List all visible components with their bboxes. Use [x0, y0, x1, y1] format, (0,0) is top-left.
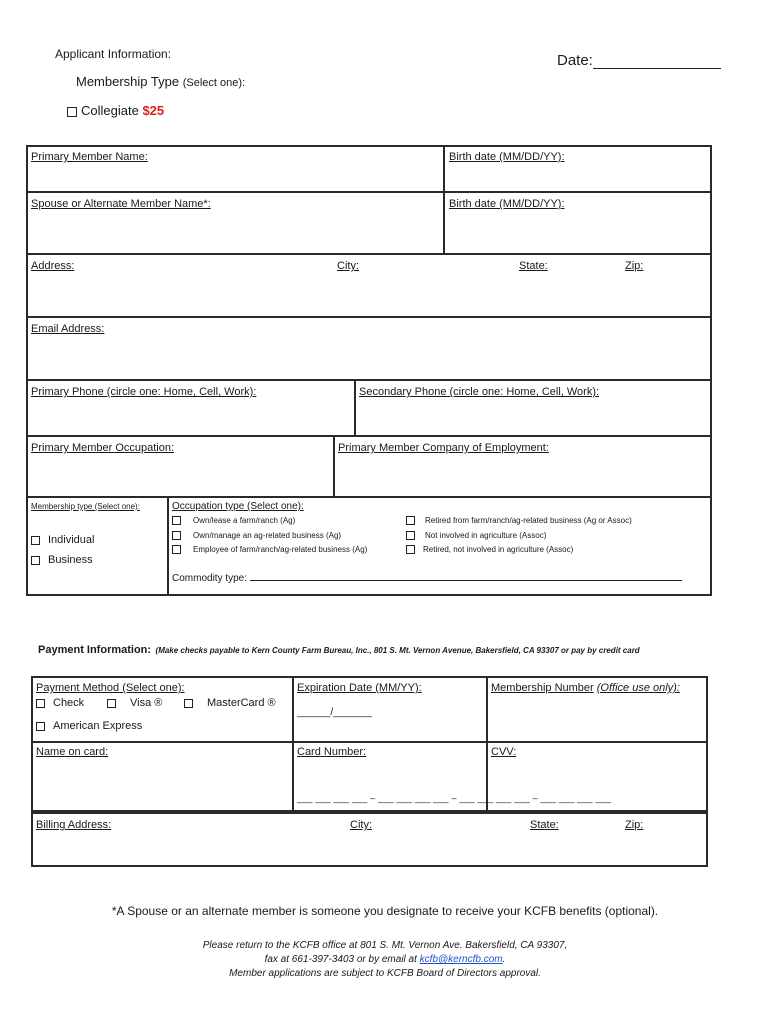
- membership-number-label: Membership Number: [491, 682, 594, 694]
- business-label: Business: [48, 554, 93, 566]
- membership-type-label: Membership Type: [76, 74, 180, 89]
- occ-checkbox-3[interactable]: [172, 545, 181, 554]
- membership-type-box-label: Membership type (Select one):: [31, 502, 140, 511]
- occ-option-5[interactable]: [406, 531, 546, 540]
- return-line-2: [0, 954, 770, 965]
- individual-option[interactable]: [31, 534, 94, 546]
- address-field[interactable]: Address:: [31, 260, 75, 272]
- commodity-type-field[interactable]: [172, 573, 682, 584]
- payment-method-label: Payment Method (Select one):: [36, 682, 185, 694]
- membership-type-heading: [76, 74, 245, 89]
- primary-phone-field[interactable]: Primary Phone (circle one: Home, Cell, Work):: [31, 386, 257, 398]
- business-option[interactable]: [31, 554, 93, 566]
- payment-mastercard-option[interactable]: [184, 697, 276, 709]
- check-label: Check: [53, 697, 85, 709]
- membership-type-hint: (Select one):: [182, 77, 246, 89]
- company-field[interactable]: Primary Member Company of Employment:: [338, 442, 549, 454]
- email-link[interactable]: kcfb@kerncfb.com: [419, 954, 503, 965]
- collegiate-label: Collegiate: [81, 103, 139, 118]
- member-form-box: [26, 145, 712, 596]
- payment-check-option[interactable]: [36, 697, 84, 709]
- commodity-type-label: Commodity type:: [172, 573, 248, 584]
- business-checkbox[interactable]: [31, 556, 40, 565]
- visa-checkbox[interactable]: [107, 699, 116, 708]
- payment-heading: [38, 640, 640, 658]
- expiration-blank[interactable]: ______/_______: [297, 707, 373, 718]
- cvv-field[interactable]: CVV:: [491, 746, 517, 758]
- occ-option-6[interactable]: [406, 545, 573, 554]
- occ-label-1: Own/lease a farm/ranch (Ag): [193, 516, 296, 525]
- return-line-2-end: .: [502, 954, 506, 965]
- card-number-field[interactable]: Card Number:: [297, 746, 367, 758]
- spouse-note: *A Spouse or an alternate member is someone you designate to receive your KCFB benefits (optional).: [111, 904, 659, 918]
- date-label: Date:: [557, 52, 593, 69]
- expiration-field[interactable]: Expiration Date (MM/YY):: [297, 682, 422, 694]
- zip-field[interactable]: Zip:: [625, 260, 644, 272]
- applicant-info-label: Applicant Information:: [55, 47, 172, 61]
- occ-option-4[interactable]: [406, 516, 632, 525]
- payment-visa-option[interactable]: [107, 697, 162, 709]
- billing-city-field[interactable]: City:: [350, 819, 372, 831]
- billing-address-field[interactable]: Billing Address:: [36, 819, 112, 831]
- birth-date-field-1[interactable]: Birth date (MM/DD/YY):: [449, 151, 565, 163]
- name-on-card-field[interactable]: Name on card:: [36, 746, 109, 758]
- individual-label: Individual: [48, 534, 95, 546]
- primary-member-name-field[interactable]: Primary Member Name:: [31, 151, 148, 163]
- billing-zip-field[interactable]: Zip:: [625, 819, 644, 831]
- state-field[interactable]: State:: [519, 260, 548, 272]
- occ-checkbox-2[interactable]: [172, 531, 181, 540]
- occ-label-3: Employee of farm/ranch/ag-related business (Ag): [193, 545, 368, 554]
- amex-label: American Express: [53, 720, 143, 732]
- individual-checkbox[interactable]: [31, 536, 40, 545]
- mastercard-label: MasterCard ®: [207, 697, 276, 709]
- payment-amex-option[interactable]: [36, 720, 142, 732]
- visa-label: Visa ®: [130, 697, 163, 709]
- collegiate-checkbox[interactable]: [67, 107, 77, 117]
- occupation-type-label: Occupation type (Select one):: [172, 501, 304, 512]
- amex-checkbox[interactable]: [36, 722, 45, 731]
- payment-heading-label: Payment Information:: [38, 644, 152, 656]
- occ-option-3[interactable]: [172, 545, 367, 554]
- occ-checkbox-5[interactable]: [406, 531, 415, 540]
- mastercard-checkbox[interactable]: [184, 699, 193, 708]
- occ-checkbox-4[interactable]: [406, 516, 415, 525]
- return-line-2-text: fax at 661-397-3403 or by email at: [264, 954, 417, 965]
- card-number-blank[interactable]: ___ ___ ___ ___ – ___ ___ ___ ___ – ___ ___ ___ ___ – ___ ___ ___ ___: [297, 793, 612, 803]
- secondary-phone-field[interactable]: Secondary Phone (circle one: Home, Cell, Work):: [359, 386, 600, 398]
- check-checkbox[interactable]: [36, 699, 45, 708]
- email-field[interactable]: Email Address:: [31, 323, 105, 335]
- occ-checkbox-1[interactable]: [172, 516, 181, 525]
- spouse-name-field[interactable]: Spouse or Alternate Member Name*:: [31, 198, 211, 210]
- payment-note: (Make checks payable to Kern County Farm Bureau, Inc., 801 S. Mt. Vernon Avenue, Bakersfield, CA 93307 or pay by credit card: [155, 646, 640, 655]
- return-line-3: Member applications are subject to KCFB Board of Directors approval.: [229, 968, 541, 979]
- membership-number-field[interactable]: [491, 682, 680, 694]
- birth-date-field-2[interactable]: Birth date (MM/DD/YY):: [449, 198, 565, 210]
- billing-state-field[interactable]: State:: [530, 819, 559, 831]
- occ-option-1[interactable]: [172, 516, 295, 525]
- occ-label-2: Own/manage an ag-related business (Ag): [193, 531, 342, 540]
- occ-label-6: Retired, not involved in agriculture (Assoc): [423, 545, 574, 554]
- occ-label-5: Not involved in agriculture (Assoc): [425, 531, 547, 540]
- return-line-1: Please return to the KCFB office at 801 S. Mt. Vernon Ave. Bakersfield, CA 93307,: [202, 940, 568, 951]
- collegiate-price: $25: [142, 103, 165, 118]
- occ-checkbox-6[interactable]: [406, 545, 415, 554]
- city-field[interactable]: City:: [337, 260, 359, 272]
- collegiate-option[interactable]: [67, 103, 164, 118]
- date-field[interactable]: [557, 52, 721, 69]
- occ-label-4: Retired from farm/ranch/ag-related business (Ag or Assoc): [425, 516, 632, 525]
- occ-option-2[interactable]: [172, 531, 341, 540]
- occupation-field[interactable]: Primary Member Occupation:: [31, 442, 175, 454]
- office-use-label: (Office use only):: [596, 682, 680, 694]
